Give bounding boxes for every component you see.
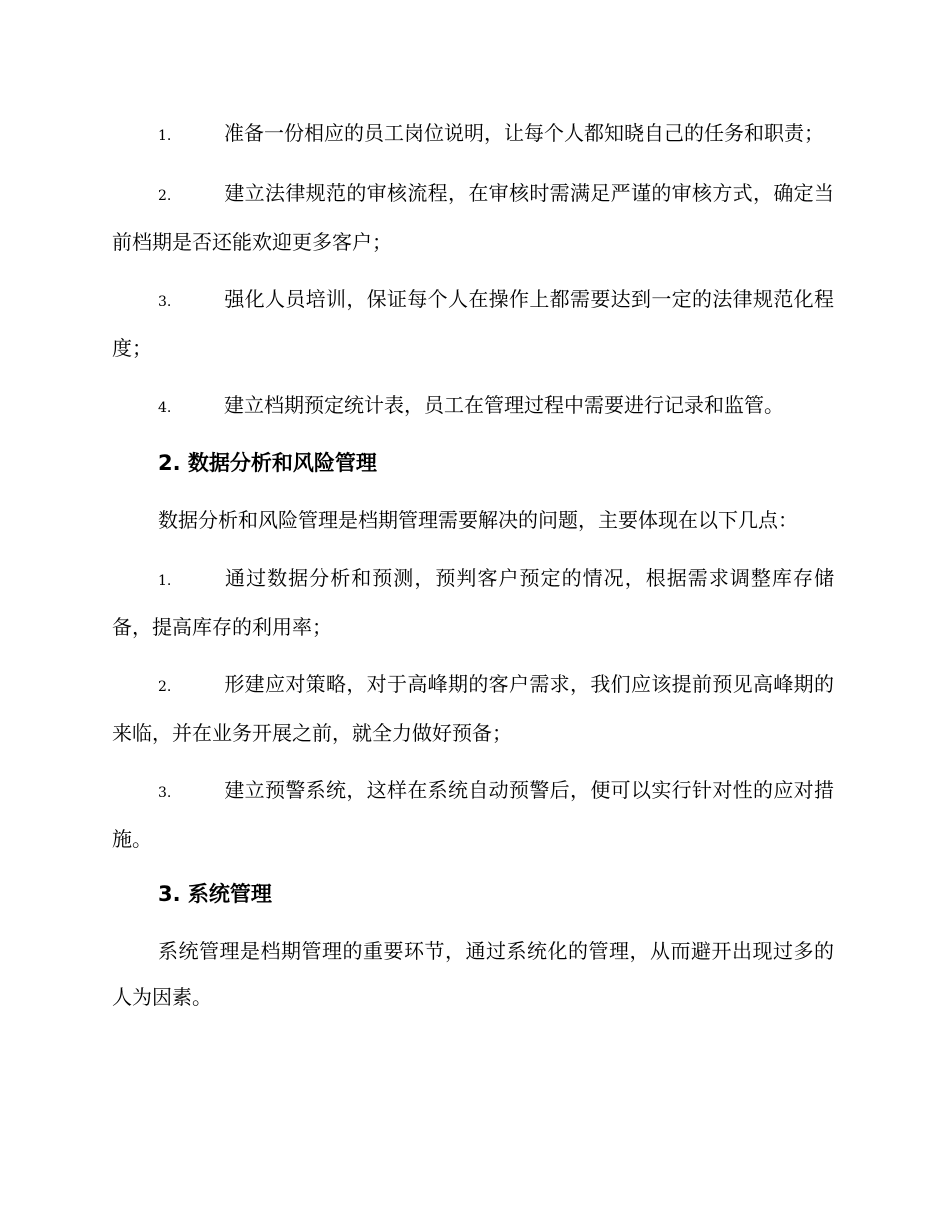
list-text: 建立档期预定统计表，员工在管理过程中需要进行记录和监管。 (224, 393, 784, 417)
list-number: 1. (158, 128, 172, 144)
document-content (112, 110, 834, 1032)
list-item (112, 661, 834, 756)
list-item (112, 276, 834, 371)
list-text: 建立法律规范的审核流程，在审核时需满足严谨的审核方式，确定当前档期是否还能欢迎更多客户； (112, 181, 834, 254)
list-text: 准备一份相应的员工岗位说明，让每个人都知晓自己的任务和职责； (224, 121, 824, 145)
list-text: 形建应对策略，对于高峰期的客户需求，我们应该提前预见高峰期的来临，并在业务开展之前，就全力做好预备； (112, 672, 834, 745)
list-text: 强化人员培训，保证每个人在操作上都需要达到一定的法律规范化程度； (112, 287, 834, 360)
list-number: 2. (158, 679, 172, 695)
list-item (112, 170, 834, 265)
section-heading-data-analysis: 2. 数据分析和风险管理 (158, 451, 377, 475)
list-item (112, 382, 834, 431)
list-number: 2. (158, 188, 172, 204)
list-text: 通过数据分析和预测，预判客户预定的情况，根据需求调整库存储备，提高库存的利用率； (112, 566, 834, 639)
list-number: 1. (158, 573, 172, 589)
section-intro-paragraph: 数据分析和风险管理是档期管理需要解决的问题，主要体现在以下几点： (158, 508, 798, 532)
list-item (112, 767, 834, 862)
section-intro-paragraph: 系统管理是档期管理的重要环节，通过系统化的管理，从而避开出现过多的人为因素。 (112, 939, 834, 1009)
list-text: 建立预警系统，这样在系统自动预警后，便可以实行针对性的应对措施。 (112, 778, 834, 851)
list-item (112, 110, 834, 159)
section-heading-system-management: 3. 系统管理 (158, 882, 272, 906)
list-number: 3. (158, 785, 172, 801)
list-number: 4. (158, 400, 172, 416)
list-number: 3. (158, 294, 172, 310)
list-item (112, 555, 834, 650)
